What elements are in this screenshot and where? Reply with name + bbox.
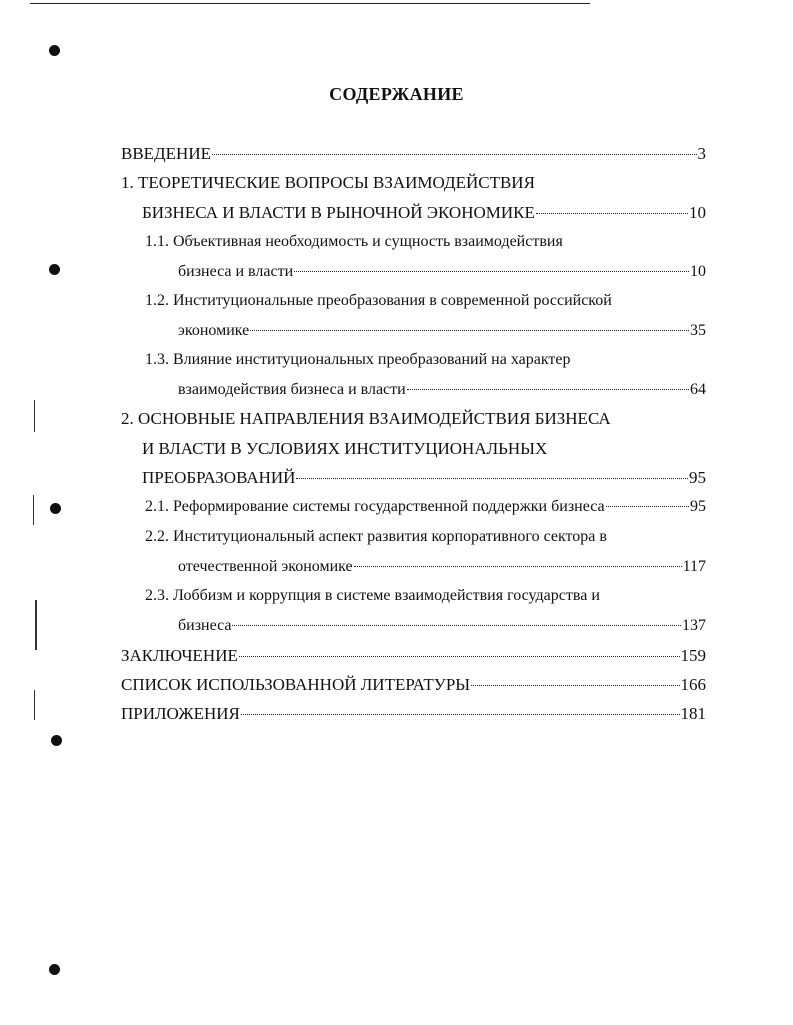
toc-entry-title: СПИСОК ИСПОЛЬЗОВАННОЙ ЛИТЕРАТУРЫ: [121, 675, 471, 694]
toc-entry-chapter-2-cont[interactable]: [142, 437, 547, 461]
leader-dots: [232, 624, 681, 626]
toc-entry-title: ПРЕОБРАЗОВАНИЙ: [142, 468, 296, 487]
leader-dots: [241, 713, 680, 715]
toc-page-number: 95: [690, 498, 706, 515]
punch-hole-mark: [49, 45, 60, 56]
toc-entry-title: И ВЛАСТИ В УСЛОВИЯХ ИНСТИТУЦИОНАЛЬНЫХ: [142, 439, 548, 458]
leader-dots: [212, 153, 697, 155]
scan-border-top: [30, 3, 590, 4]
leader-dots: [606, 505, 689, 507]
toc-page-number: 10: [690, 263, 706, 280]
toc-page-number: 10: [689, 203, 706, 222]
toc-page-number: 3: [697, 144, 706, 163]
punch-hole-mark: [50, 503, 61, 514]
toc-entry-section-1-3-cont[interactable]: [178, 378, 706, 402]
toc-entry-title: 1.3. Влияние институциональных преобразований на характер: [145, 351, 571, 368]
toc-entry-chapter-1[interactable]: [121, 171, 535, 195]
scan-edge-mark: [34, 690, 35, 720]
leader-dots: [354, 565, 682, 567]
toc-entry-title: отечественной экономике: [178, 558, 353, 575]
toc-entry-section-1-3[interactable]: [145, 348, 570, 372]
toc-entry-section-1-1-cont[interactable]: [178, 260, 706, 284]
toc-entry-title: 2.1. Реформирование системы государственной поддержки бизнеса: [145, 498, 605, 515]
toc-entry-conclusion[interactable]: [121, 644, 706, 668]
toc-entry-section-2-1[interactable]: [145, 495, 706, 519]
toc-page-number: 159: [680, 646, 706, 665]
toc-page-number: 64: [690, 381, 706, 398]
toc-page-number: 166: [680, 675, 706, 694]
leader-dots: [536, 212, 688, 214]
toc-entry-title: БИЗНЕСА И ВЛАСТИ В РЫНОЧНОЙ ЭКОНОМИКЕ: [142, 203, 535, 222]
toc-entry-references[interactable]: [121, 673, 706, 697]
toc-entry-section-2-3[interactable]: [145, 584, 600, 608]
toc-entry-title: 2.2. Институциональный аспект развития корпоративного сектора в: [145, 528, 607, 545]
punch-hole-mark: [49, 264, 60, 275]
punch-hole-mark: [51, 735, 62, 746]
leader-dots: [250, 329, 689, 331]
toc-entry-appendices[interactable]: [121, 702, 706, 726]
toc-page-number: 137: [682, 617, 706, 634]
toc-page-number: 95: [689, 468, 706, 487]
toc-entry-title: 1. ТЕОРЕТИЧЕСКИЕ ВОПРОСЫ ВЗАИМОДЕЙСТВИЯ: [121, 173, 535, 192]
toc-entry-title: взаимодействия бизнеса и власти: [178, 381, 406, 398]
leader-dots: [407, 388, 689, 390]
toc-entry-title: бизнеса: [178, 617, 232, 634]
scan-edge-mark: [34, 400, 35, 432]
page-title: СОДЕРЖАНИЕ: [329, 84, 464, 104]
toc-entry-title: ВВЕДЕНИЕ: [121, 144, 211, 163]
toc-page-number: 181: [680, 704, 706, 723]
toc-entry-title: 1.1. Объективная необходимость и сущность взаимодействия: [145, 233, 563, 250]
toc-entry-title: 2.3. Лоббизм и коррупция в системе взаимодействия государства и: [145, 587, 600, 604]
leader-dots: [471, 684, 679, 686]
toc-entry-title: 1.2. Институциональные преобразования в современной российской: [145, 292, 612, 309]
toc-entry-chapter-2[interactable]: [121, 407, 611, 431]
leader-dots: [296, 477, 688, 479]
leader-dots: [294, 270, 689, 272]
toc-page-number: 35: [690, 322, 706, 339]
leader-dots: [239, 655, 680, 657]
toc-entry-chapter-1-cont[interactable]: [142, 201, 706, 225]
punch-hole-mark: [49, 964, 60, 975]
toc-entry-section-1-2[interactable]: [145, 289, 612, 313]
toc-page-number: 117: [682, 558, 706, 575]
toc-entry-intro[interactable]: [121, 142, 706, 166]
toc-entry-title: ЗАКЛЮЧЕНИЕ: [121, 646, 238, 665]
toc-entry-section-1-1[interactable]: [145, 230, 563, 254]
toc-entry-section-2-2[interactable]: [145, 525, 607, 549]
toc-entry-section-1-2-cont[interactable]: [178, 319, 706, 343]
toc-entry-section-2-2-cont[interactable]: [178, 555, 706, 579]
toc-entry-title: экономике: [178, 322, 250, 339]
toc-entry-title: 2. ОСНОВНЫЕ НАПРАВЛЕНИЯ ВЗАИМОДЕЙСТВИЯ БИЗНЕСА: [121, 409, 611, 428]
scan-edge-mark: [33, 495, 34, 525]
scan-edge-mark: [35, 600, 37, 650]
toc-entry-title: бизнеса и власти: [178, 263, 294, 280]
toc-entry-chapter-2-cont[interactable]: [142, 466, 706, 490]
toc-entry-title: ПРИЛОЖЕНИЯ: [121, 704, 240, 723]
toc-entry-section-2-3-cont[interactable]: [178, 614, 706, 638]
